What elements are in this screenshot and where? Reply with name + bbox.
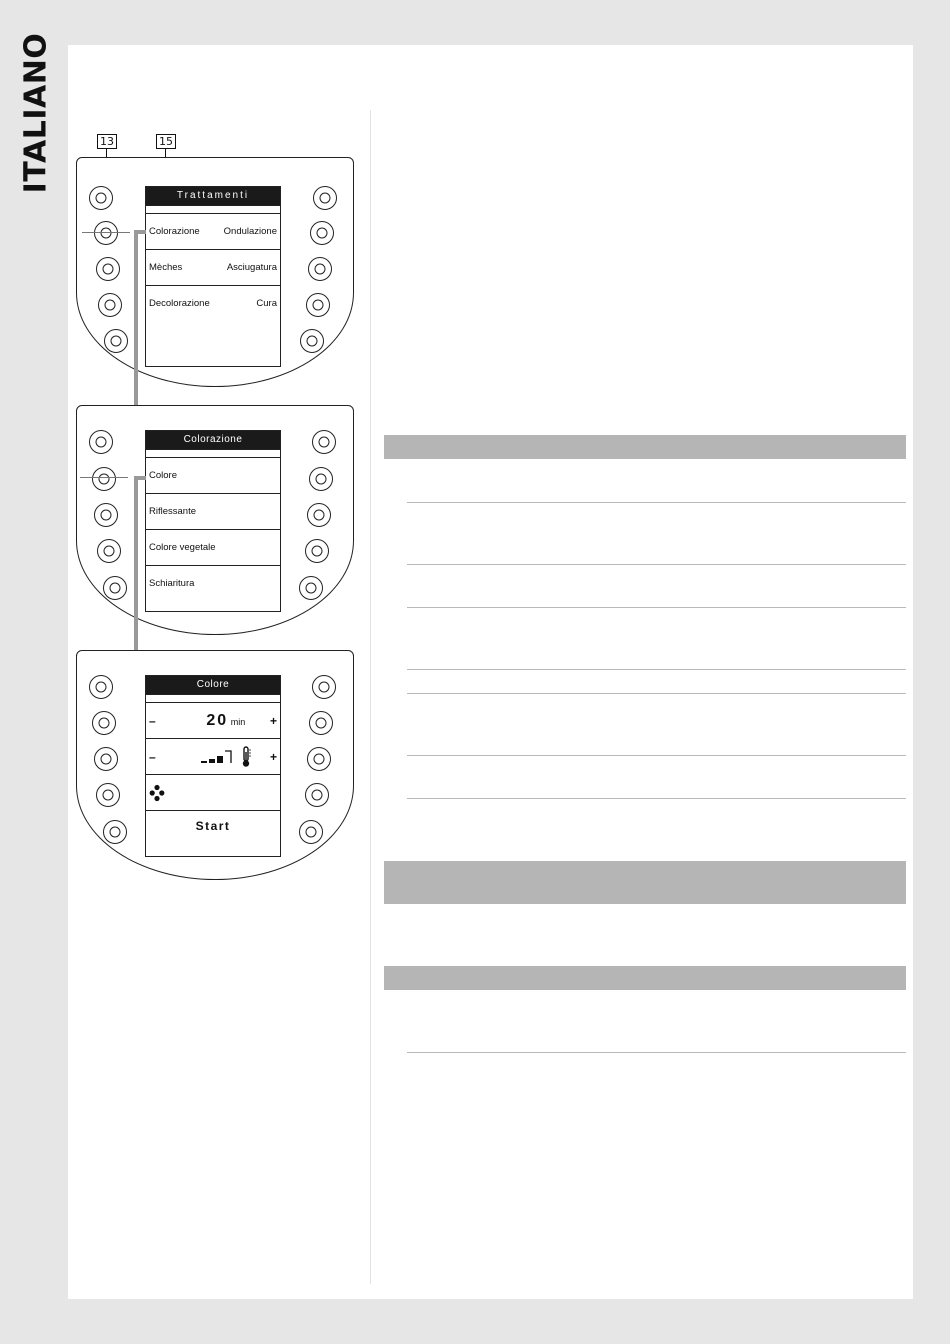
language-label: ITALIANO bbox=[18, 32, 54, 194]
right-button-4[interactable] bbox=[305, 783, 329, 807]
left-button-3[interactable] bbox=[94, 747, 118, 771]
increase-temperature-button[interactable]: + bbox=[269, 749, 277, 764]
decrease-temperature-button[interactable]: – bbox=[149, 749, 156, 764]
table-rule bbox=[407, 607, 906, 608]
left-button-4[interactable] bbox=[97, 539, 121, 563]
column-divider bbox=[370, 110, 371, 1284]
right-button-5[interactable] bbox=[299, 576, 323, 600]
menu-option-left[interactable]: Decolorazione bbox=[149, 298, 210, 309]
heat-bar-filled bbox=[217, 756, 223, 763]
left-button-1[interactable] bbox=[89, 675, 113, 699]
menu-row[interactable] bbox=[146, 565, 280, 601]
menu-row[interactable] bbox=[146, 493, 280, 529]
menu-row[interactable] bbox=[146, 285, 280, 321]
callout-15: 15 bbox=[156, 134, 176, 149]
menu-row[interactable] bbox=[146, 457, 280, 493]
right-button-4[interactable] bbox=[306, 293, 330, 317]
screen-spacer bbox=[146, 449, 280, 457]
right-button-5[interactable] bbox=[300, 329, 324, 353]
menu-option-right[interactable]: Ondulazione bbox=[223, 226, 277, 237]
right-button-1[interactable] bbox=[312, 430, 336, 454]
left-button-4[interactable] bbox=[96, 783, 120, 807]
menu-row[interactable] bbox=[146, 529, 280, 565]
screen-title: Colore bbox=[146, 676, 280, 694]
display-screen bbox=[145, 186, 281, 367]
screen-spacer bbox=[146, 205, 280, 213]
menu-option-right[interactable]: Cura bbox=[256, 298, 277, 309]
selection-crosshair bbox=[82, 232, 130, 233]
right-button-4[interactable] bbox=[305, 539, 329, 563]
heat-level-bars-icon bbox=[201, 750, 235, 764]
time-value: 20 bbox=[206, 711, 229, 729]
thermometer-icon bbox=[241, 746, 251, 768]
heat-bar-empty bbox=[225, 751, 231, 763]
right-button-2[interactable] bbox=[309, 467, 333, 491]
flow-connector bbox=[134, 230, 138, 412]
table-rule bbox=[407, 693, 906, 694]
selection-crosshair bbox=[80, 477, 128, 478]
decrease-time-button[interactable]: – bbox=[149, 713, 156, 728]
menu-row[interactable] bbox=[146, 213, 280, 249]
screen-title: Colorazione bbox=[146, 431, 280, 449]
control-panel-color-settings bbox=[76, 650, 354, 880]
left-button-5[interactable] bbox=[104, 329, 128, 353]
table-rule bbox=[407, 798, 906, 799]
left-button-2[interactable] bbox=[92, 711, 116, 735]
screen-title: Trattamenti bbox=[146, 187, 280, 205]
control-panel-coloring bbox=[76, 405, 354, 635]
left-button-3[interactable] bbox=[96, 257, 120, 281]
section-header-bar bbox=[384, 861, 906, 904]
right-button-2[interactable] bbox=[309, 711, 333, 735]
display-screen bbox=[145, 430, 281, 612]
heat-bar-filled bbox=[209, 759, 215, 763]
time-setting-row bbox=[146, 702, 280, 738]
fan-row[interactable] bbox=[146, 774, 280, 810]
right-button-3[interactable] bbox=[307, 747, 331, 771]
left-button-5[interactable] bbox=[103, 576, 127, 600]
start-button[interactable]: Start bbox=[195, 819, 231, 833]
left-button-3[interactable] bbox=[94, 503, 118, 527]
time-unit: min bbox=[230, 716, 246, 727]
temperature-setting-row bbox=[146, 738, 280, 774]
left-button-1[interactable] bbox=[89, 430, 113, 454]
heat-bar-filled bbox=[201, 761, 207, 763]
language-tab bbox=[14, 32, 58, 194]
left-button-5[interactable] bbox=[103, 820, 127, 844]
menu-option[interactable]: Riflessante bbox=[149, 506, 196, 517]
screen-spacer bbox=[146, 694, 280, 702]
callout-13: 13 bbox=[97, 134, 117, 149]
table-header-bar bbox=[384, 966, 906, 990]
menu-option[interactable]: Schiaritura bbox=[149, 578, 195, 589]
table-rule bbox=[407, 755, 906, 756]
left-button-2[interactable] bbox=[94, 221, 118, 245]
right-button-1[interactable] bbox=[313, 186, 337, 210]
display-screen bbox=[145, 675, 281, 857]
menu-option-right[interactable]: Asciugatura bbox=[226, 262, 277, 273]
left-button-2[interactable] bbox=[92, 467, 116, 491]
right-button-5[interactable] bbox=[299, 820, 323, 844]
right-button-3[interactable] bbox=[307, 503, 331, 527]
table-rule bbox=[407, 564, 906, 565]
table-header-bar bbox=[384, 435, 906, 459]
increase-time-button[interactable]: + bbox=[269, 713, 277, 728]
table-rule bbox=[407, 502, 906, 503]
right-button-2[interactable] bbox=[310, 221, 334, 245]
temperature-indicator bbox=[201, 746, 251, 768]
flow-connector bbox=[134, 476, 138, 656]
fan-icon bbox=[149, 784, 165, 802]
table-rule bbox=[407, 669, 906, 670]
start-row[interactable] bbox=[146, 810, 280, 856]
right-button-1[interactable] bbox=[312, 675, 336, 699]
time-readout bbox=[206, 712, 245, 730]
menu-option[interactable]: Colore vegetale bbox=[149, 542, 216, 553]
right-button-3[interactable] bbox=[308, 257, 332, 281]
menu-option-left[interactable]: Colorazione bbox=[149, 226, 200, 237]
menu-row[interactable] bbox=[146, 249, 280, 285]
control-panel-treatments bbox=[76, 157, 354, 387]
left-button-4[interactable] bbox=[98, 293, 122, 317]
menu-option-left[interactable]: Mèches bbox=[149, 262, 183, 273]
menu-option[interactable]: Colore bbox=[149, 470, 177, 481]
left-button-1[interactable] bbox=[89, 186, 113, 210]
table-rule bbox=[407, 1052, 906, 1053]
